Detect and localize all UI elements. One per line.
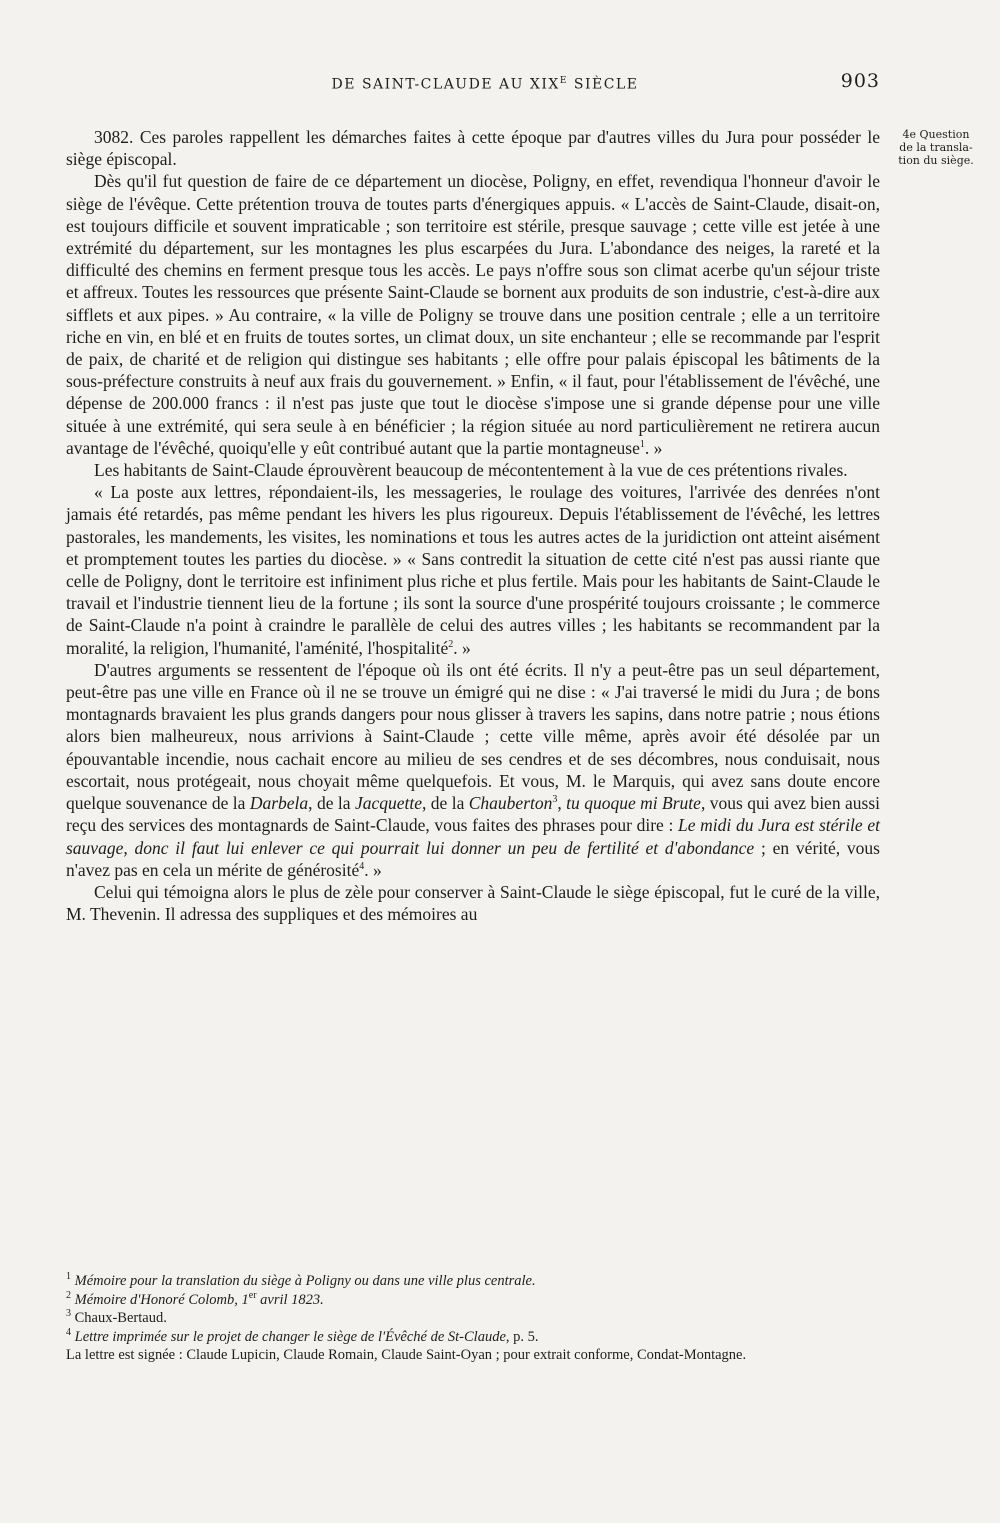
footnote: $^1$ Mémoire pour la translation du siège à Poligny ou dans une ville plus centrale. <box>66 1271 536 1289</box>
footnote: $^3$ Chaux-Bertaud. <box>66 1308 167 1326</box>
paragraph: « La poste aux lettres, répondaient-ils, les messageries, le roulage des voitures, l'arrivée des denrées n'ont jamais été retardés, pas même pendant les hivers les plus rigoureux. Depuis l'établissement de l'évêché, les lettres pastorales, les mandements, les visites, les nominations et tous les autres actes de la juridiction ont atteint aisément et promptement toutes les parties du diocèse. » « Sans contredit la situation de cette cité n'est pas aussi riante que celle de Poligny, dont le territoire est infiniment plus riche et plus fertile. Mais pour les habitants de Saint-Claude le travail et l'industrie tiennent lieu de la fortune ; ils sont la source d'une prospérité toujours croissante ; le commerce de Saint-Claude n'a point à craindre le parallèle de celui des autres villes ; les habitants se recommandent par la moralité, la religion, l'humanité, l'aménité, l'hospitalité$^2$. » <box>66 482 880 658</box>
paragraph: Dès qu'il fut question de faire de ce département un diocèse, Poligny, en effet, revendiqua l'honneur d'avoir le siège de l'évêque. Cette prétention trouva de toutes parts d'énergiques appuis. « L'accès de Saint-Claude, disait-on, est toujours difficile et souvent impraticable ; son territoire est stérile, presque sauvage ; cette ville est jetée à une extrémité du département, sur les montagnes les plus escarpées du Jura. L'abondance des neiges, la rareté et la difficulté des chemins en ferment presque tous les accès. Le pays n'offre sous son climat acerbe qu'un séjour triste et affreux. Toutes les ressources que présente Saint-Claude se bornent aux produits de son industrie, c'est-à-dire aux sifflets et aux pipes. » Au contraire, « la ville de Poligny se trouve dans une position centrale ; elle a un territoire riche en vin, en blé et en fruits de toutes sortes, un climat doux, un site enchanteur ; elle se recommande par l'esprit de paix, de charité et de religion qui distingue ses habitants ; elle offre pour palais épiscopal les bâtiments de la sous-préfecture construits à neuf aux frais du gouvernement. » Enfin, « il faut, pour l'établissement de l'évêché, une dépense de 200.000 francs : il n'est pas juste que tout le diocèse s'impose une si grande dépense pour une ville située à une extrémité, qui sera seule à en bénéficier ; la région située au nord particulièrement ne retirera aucun avantage de l'évêché, quoiqu'elle y eût contribué autant que la partie montagneuse$^1$. » <box>66 171 880 458</box>
running-head: DE SAINT-CLAUDE AU $XIX^E$ SIÈCLE <box>331 76 639 93</box>
paragraph: D'autres arguments se ressentent de l'époque où ils ont été écrits. Il n'y a peut-être pas un seul département, peut-être pas une ville en France où il ne se trouve un émigré qui ne dise : « J'ai traversé le midi du Jura ; de bons montagnards bravaient les plus grands dangers pour nous glisser à travers les sapins, dans notre patrie ; nous étions alors bien malheureux, nous arrivions à Saint-Claude ; cette ville même, après avoir été désolée par un épouvantable incendie, nous cachait encore au milieu de ses cendres et de ses décombres, nous conduisait, nous escortait, nous protégeait, nous choyait même quelquefois. Et vous, M. le Marquis, qui avez sans doute encore quelque souvenance de la Darbela, de la Jacquette, de la Chauberton$^3$, tu quoque mi Brute, vous qui avez bien aussi reçu des services des montagnards de Saint-Claude, vous faites des phrases pour dire : Le midi du Jura est stérile et sauvage, donc il faut lui enlever ce qui pourrait lui donner un peu de fertilité et d'abondance ; en vérité, vous n'avez pas en cela un mérite de générosité$^4$. » <box>66 659 880 880</box>
footnote-ref: 1 <box>639 439 645 451</box>
paragraph: Celui qui témoigna alors le plus de zèle pour conserver à Saint-Claude le siège épiscopal, fut le curé de la ville, M. Thevenin. Il adressa des suppliques et des mémoires au <box>66 881 880 925</box>
footnote-ref: 2 <box>448 638 454 650</box>
paragraph: 3082. Ces paroles rappellent les démarches faites à cette époque par d'autres villes du Jura pour posséder le siège épiscopal. <box>66 127 880 170</box>
footnote-ref: 3 <box>552 794 558 806</box>
footnote-continuation: La lettre est signée : Claude Lupicin, Claude Romain, Claude Saint-Oyan ; pour extrait conforme, Condat-Montagne. <box>66 1347 747 1363</box>
margin-note: 4e Question de la transla- tion du siège. <box>898 128 974 167</box>
footnotes <box>66 1272 880 1365</box>
footnote: $^4$ Lettre imprimée sur le projet de changer le siège de l'Évêché de St-Claude, p. 5. <box>66 1326 539 1345</box>
footnote-ref: 4 <box>359 860 365 872</box>
page-header <box>90 70 880 104</box>
page-number: 903 <box>840 70 880 92</box>
footnote: $^2$ Mémoire d'Honoré Colomb, 1er avril 1823. <box>66 1289 324 1308</box>
body-text <box>66 126 880 925</box>
paragraph: Les habitants de Saint-Claude éprouvèrent beaucoup de mécontentement à la vue de ces prétentions rivales. <box>94 460 848 481</box>
